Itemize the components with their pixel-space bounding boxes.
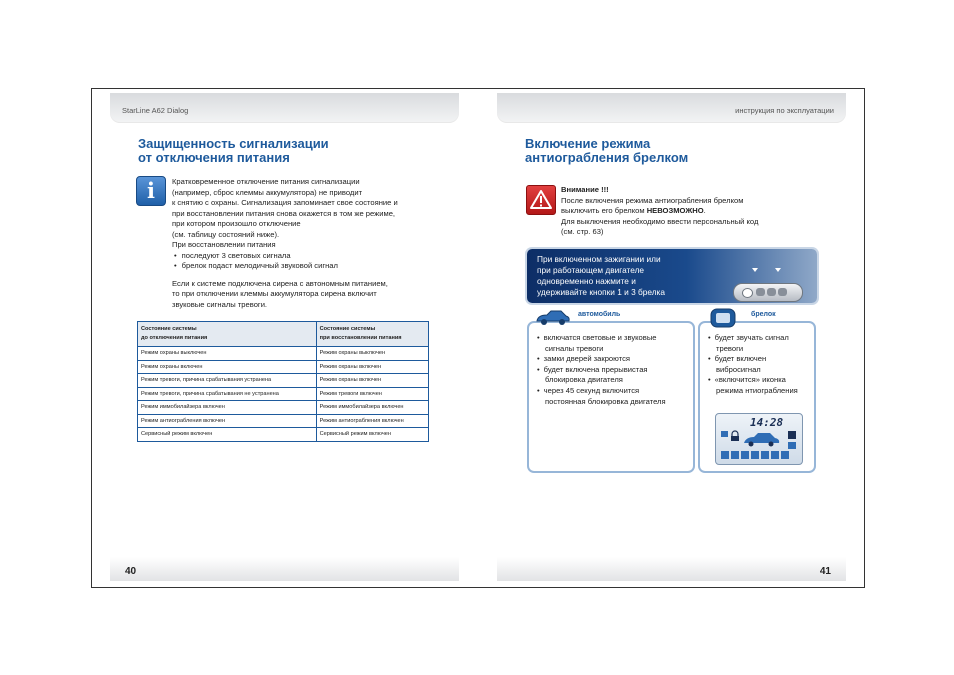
car-reaction-box: [527, 311, 695, 473]
arrow-icon: [752, 268, 758, 272]
list-item: • включатся световые и звуковые сигналы тревоги: [537, 333, 693, 354]
table-header-before: Состояние системы до отключения питания: [138, 322, 317, 347]
lcd-display: [715, 413, 803, 465]
car-icon: [535, 309, 571, 327]
left-page-title: Защищенность сигнализации от отключения питания: [138, 136, 329, 165]
left-body-text: Кратковременное отключение питания сигнализации (например, сброс клеммы аккумулятора) не приводит к снятию с охраны. Сигнализация запоминает свое состояние и при восстановлении питания снова окажется в том же режиме, при котором произошло отключение (см. таблицу состояний ниже). При восстановлении питания • последуют 3 световых сигнала • брелок подаст мелодичный звуковой сигнал Если к системе подключена сирена с автономным питанием, то при отключении клеммы аккумулятора сирена включит звуковые сигналы тревоги.: [172, 177, 437, 310]
table-row: Режим охраны выключен Режим охраны выключен: [138, 347, 429, 361]
table-row: Режим антиограбления включен Режим антиограбления включен: [138, 414, 429, 428]
right-page-title: Включение режима антиограбления брелком: [525, 136, 689, 165]
list-item: • будет включена прерывистая блокировка двигателя: [537, 365, 693, 386]
power-restore-list: [172, 251, 437, 272]
list-item: • будет звучать сигнал тревоги: [708, 333, 814, 354]
lcd-time: 14:28: [750, 416, 784, 429]
table-row: Сервисный режим включен Сервисный режим включен: [138, 428, 429, 442]
warning-text: Внимание !!! После включения режима антиограбления брелком выключить его брелком НЕВОЗМОЖНО. Для выключения необходимо ввести персональный код (см. стр. 63): [561, 185, 759, 236]
left-page-number: 40: [125, 566, 137, 577]
warning-icon: [526, 185, 556, 215]
list-item: • через 45 секунд включится постоянная блокировка двигателя: [537, 386, 693, 407]
left-header-text: StarLine A62 Dialog: [122, 106, 189, 115]
table-row: Режим иммобилайзера включен Режим иммобилайзера включен: [138, 401, 429, 415]
right-page-number: 41: [819, 566, 831, 577]
table-row: Режим охраны включен Режим охраны включен: [138, 360, 429, 374]
instruction-banner: При включенном зажигании или при работающем двигателе одновременно нажмите и удерживайте кнопки 1 и 3 брелка: [527, 249, 817, 303]
state-table: [137, 321, 429, 442]
list-item: • «включится» иконка режима нтиограбления: [708, 375, 814, 396]
right-footer-bar: [497, 557, 846, 581]
table-row: Режим тревоги, причина срабатывания устранена Режим охраны включен: [138, 374, 429, 388]
manual-spread: [91, 88, 865, 588]
info-icon: i: [136, 176, 166, 206]
table-row: Режим тревоги, причина срабатывания не устранена Режим тревоги включен: [138, 387, 429, 401]
list-item: • будет включен вибросигнал: [708, 354, 814, 375]
left-header-bar: [110, 93, 459, 123]
key-fob-icon: [733, 283, 803, 302]
right-header-text: инструкция по эксплуатации: [735, 106, 834, 115]
key-fob-icon: [710, 308, 736, 328]
key-box-label: брелок: [748, 311, 779, 318]
right-header-bar: [497, 93, 846, 123]
lcd-icons: [720, 429, 798, 461]
list-item: • брелок подаст мелодичный звуковой сигнал: [172, 261, 437, 272]
left-footer-bar: [110, 557, 459, 581]
table-header-after: Состояние системы при восстановлении питания: [316, 322, 428, 347]
list-item: • последуют 3 световых сигнала: [172, 251, 437, 262]
list-item: • замки дверей закроются: [537, 354, 693, 365]
arrow-icon: [775, 268, 781, 272]
car-box-label: автомобиль: [575, 311, 623, 318]
key-fob-reaction-box: [698, 311, 816, 473]
table-header-row: [138, 322, 429, 347]
